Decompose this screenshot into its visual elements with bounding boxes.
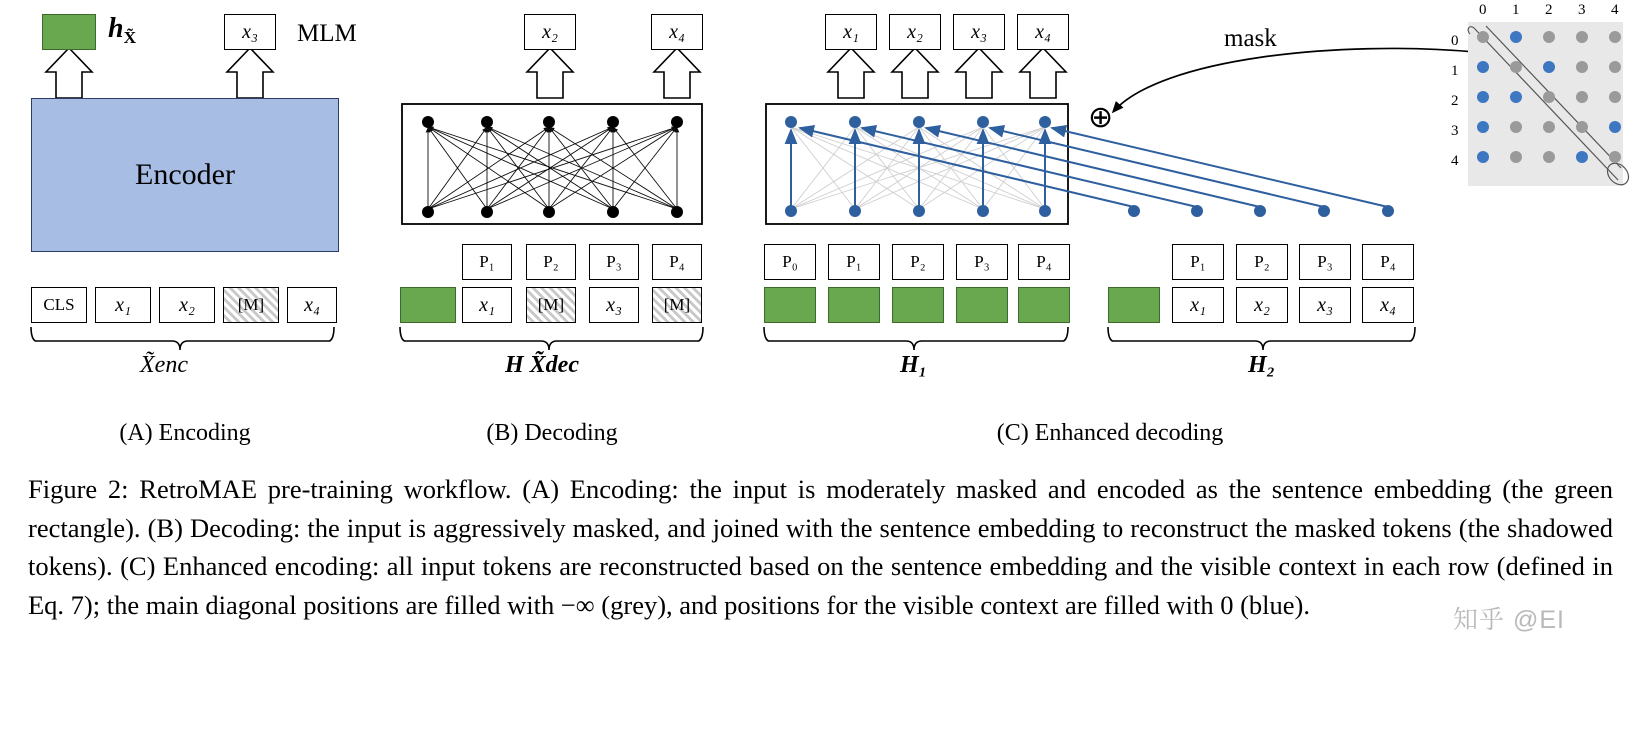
panel-b-output-arrows xyxy=(527,48,700,98)
mask-cell-0-2 xyxy=(1543,31,1555,43)
panel-a-brace-label: X̃enc xyxy=(140,352,188,378)
panel-c-output-token-4: x₄ xyxy=(1017,14,1069,50)
panel-b-output-token-1: x₂ xyxy=(524,14,576,50)
panel-c-h2-brace xyxy=(1108,327,1415,350)
mask-cell-4-2 xyxy=(1543,151,1555,163)
panel-c-h2-token-1: x₁ xyxy=(1172,287,1224,323)
panel-c-h1-position-1: P₁ xyxy=(828,244,880,280)
mask-add-symbol: ⊕ xyxy=(1088,101,1114,134)
panel-a-caption: (A) Encoding xyxy=(119,420,251,446)
encoder-label: Encoder xyxy=(135,158,235,191)
sentence-embedding-subscript: X̃ xyxy=(123,28,137,48)
mask-row-label-0: 0 xyxy=(1451,33,1459,49)
mask-cell-0-4 xyxy=(1609,31,1621,43)
mask-cell-0-1 xyxy=(1510,31,1522,43)
mask-row-label-1: 1 xyxy=(1451,63,1459,79)
panel-b-token-4-mask: [M] xyxy=(652,287,702,323)
panel-c-h1-token-2 xyxy=(892,287,944,323)
mask-cell-4-4 xyxy=(1609,151,1621,163)
panel-c-output-token-2: x₂ xyxy=(889,14,941,50)
mask-arrow xyxy=(1113,48,1475,112)
panel-c-h1-position-3: P₃ xyxy=(956,244,1008,280)
panel-c-h2-token-2: x₂ xyxy=(1236,287,1288,323)
panel-a-brace xyxy=(31,327,334,350)
panel-c-h1-position-2: P₂ xyxy=(892,244,944,280)
panel-c-h1-brace xyxy=(764,327,1068,350)
panel-b-token-embedding xyxy=(400,287,456,323)
panel-c-output-token-3: x₃ xyxy=(953,14,1005,50)
mask-row-label-3: 3 xyxy=(1451,123,1459,139)
panel-a-token-mask: [M] xyxy=(223,287,279,323)
panel-c-h2-position-1: P₁ xyxy=(1172,244,1224,280)
panel-a-token-2: x₂ xyxy=(159,287,215,323)
watermark: 知乎 @EI xyxy=(1453,606,1565,634)
mask-cell-2-0 xyxy=(1477,91,1489,103)
mask-col-label-0: 0 xyxy=(1479,2,1487,18)
mask-cell-3-1 xyxy=(1510,121,1522,133)
panel-c-h2-token-embedding xyxy=(1108,287,1160,323)
panel-b-position-2: P₂ xyxy=(526,244,576,280)
mask-cell-1-4 xyxy=(1609,61,1621,73)
encoder-block xyxy=(31,98,339,252)
panel-b-position-1: P₁ xyxy=(462,244,512,280)
mask-col-label-3: 3 xyxy=(1578,2,1586,18)
mask-cell-0-0 xyxy=(1477,31,1489,43)
mask-cell-4-0 xyxy=(1477,151,1489,163)
mask-cell-3-3 xyxy=(1576,121,1588,133)
panel-c-caption: (C) Enhanced decoding xyxy=(996,420,1224,446)
mask-row-label-4: 4 xyxy=(1451,153,1459,169)
panel-b-token-2-mask: [M] xyxy=(526,287,576,323)
panel-b-position-3: P₃ xyxy=(589,244,639,280)
sentence-embedding-box xyxy=(42,14,96,50)
panel-c-h1-token-0 xyxy=(764,287,816,323)
panel-b-brace xyxy=(400,327,703,350)
panel-b-token-1: x₁ xyxy=(462,287,512,323)
panel-c-output-token-1: x₁ xyxy=(825,14,877,50)
mask-cell-3-2 xyxy=(1543,121,1555,133)
mask-col-label-4: 4 xyxy=(1611,2,1619,18)
mask-cell-0-3 xyxy=(1576,31,1588,43)
panel-c-h1-position-4: P₄ xyxy=(1018,244,1070,280)
panel-c-h2-token-4: x₄ xyxy=(1362,287,1414,323)
mask-cell-3-0 xyxy=(1477,121,1489,133)
mask-cell-4-1 xyxy=(1510,151,1522,163)
mask-col-label-1: 1 xyxy=(1512,2,1520,18)
mask-col-label-2: 2 xyxy=(1545,2,1553,18)
mask-cell-2-1 xyxy=(1510,91,1522,103)
panel-b-output-token-2: x₄ xyxy=(651,14,703,50)
panel-b-position-4: P₄ xyxy=(652,244,702,280)
panel-a-output-arrows xyxy=(46,48,273,98)
panel-c-h1-token-1 xyxy=(828,287,880,323)
panel-a-token-4: x₄ xyxy=(287,287,337,323)
panel-c-h1-token-4 xyxy=(1018,287,1070,323)
mask-cell-1-3 xyxy=(1576,61,1588,73)
mask-cell-4-3 xyxy=(1576,151,1588,163)
panel-b-brace-label: H X̃dec xyxy=(505,352,579,378)
mask-cell-2-4 xyxy=(1609,91,1621,103)
sentence-embedding-label: $h_{X̃}$ xyxy=(108,13,137,48)
panel-c-output-arrows xyxy=(828,48,1066,98)
panel-c-h1-token-3 xyxy=(956,287,1008,323)
mask-label: mask xyxy=(1224,25,1277,52)
panel-c-h2-position-3: P₃ xyxy=(1299,244,1351,280)
panel-c-h2-position-2: P₂ xyxy=(1236,244,1288,280)
mlm-label: MLM xyxy=(297,20,357,47)
mask-row-label-2: 2 xyxy=(1451,93,1459,109)
panel-a-token-cls: CLS xyxy=(31,287,87,323)
panel-c-h2-token-3: x₃ xyxy=(1299,287,1351,323)
panel-c-h1-position-0: P₀ xyxy=(764,244,816,280)
mask-cell-2-3 xyxy=(1576,91,1588,103)
mask-cell-1-2 xyxy=(1543,61,1555,73)
panel-b-caption: (B) Decoding xyxy=(486,420,618,446)
mask-cell-1-1 xyxy=(1510,61,1522,73)
panel-a-output-token: x₃ xyxy=(224,14,276,50)
mask-cell-3-4 xyxy=(1609,121,1621,133)
panel-c-h2-position-4: P₄ xyxy=(1362,244,1414,280)
panel-b-token-3: x₃ xyxy=(589,287,639,323)
mask-cell-2-2 xyxy=(1543,91,1555,103)
panel-a-token-1: x₁ xyxy=(95,287,151,323)
mask-cell-1-0 xyxy=(1477,61,1489,73)
figure-caption: Figure 2: RetroMAE pre-training workflow. (A) Encoding: the input is moderately masked and encoded as the sentence embedding (the green rectangle). (B) Decoding: the input is aggressively masked, and joined with the sentence embedding to reconstruct the masked tokens (the shadowed tokens). (C) Enhanced encoding: all input tokens are reconstructed based on the sentence embedding and the visible context in each row (defined in Eq. 7); the main diagonal positions are filled with −∞ (grey), and positions for the visible context are filled with 0 (blue). xyxy=(28,474,1613,621)
panel-c-h1-brace-label: H₁ xyxy=(900,352,928,378)
panel-c-h2-brace-label: H₂ xyxy=(1248,352,1276,378)
